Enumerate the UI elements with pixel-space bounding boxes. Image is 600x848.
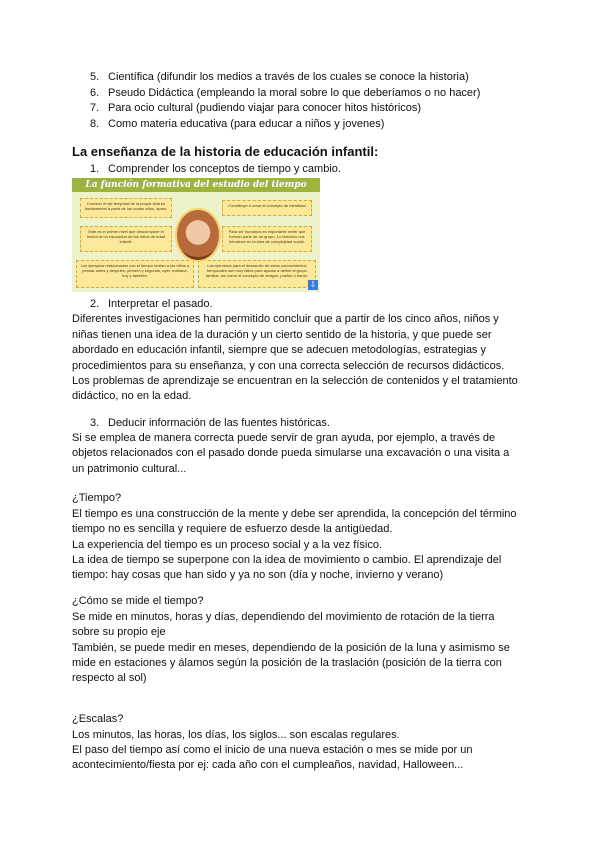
paragraph-line: La idea de tiempo se superpone con la idea de movimiento o cambio. El aprendizaje del [72,554,502,566]
paragraph-line: tiempo no es sencilla y requiere de esfuerzo desde la antigüedad. [72,523,393,535]
paragraph-line: Si se emplea de manera correcta puede servir de gran ayuda, por ejemplo, a través de [72,432,496,444]
paragraph-line: Los problemas de aprendizaje se encuentran en la selección de contenidos y el tratamiento [72,375,518,387]
list-number: 2. [90,298,100,310]
paragraph-line: El paso del tiempo así como el inicio de una nueva estación o mes se mide por un [72,744,473,756]
paragraph-line: Se mide en minutos, horas y días, dependiendo del movimiento de rotación de la tierra [72,611,495,623]
paragraph-line: Los minutos, las horas, los días, los siglos... son escalas regulares. [72,729,400,741]
section-heading: La enseñanza de la historia de educación infantil: [72,144,379,159]
child-photo [175,208,221,262]
list-number: 8. [90,118,100,130]
paragraph-line: didáctico, no en la edad. [72,390,192,402]
infographic-box: Los ejercicios para el desarrollo de estos conocimientos temporales son muy útiles para ayudar a definir el grupo familiar, así como el concepto de amigos, pueblo o barrio. [198,260,316,288]
infographic-box: Este es el primer nivel que descompone el hecho en la educación de los niños de edad infantil. [80,226,172,252]
paragraph-line: El tiempo es una construcción de la mente y debe ser aprendida, la concepción del término [72,508,517,520]
paragraph-line: La experiencia del tiempo es un proceso social y a la vez físico. [72,539,382,551]
list-number: 7. [90,102,100,114]
list-item: Interpretar el pasado. [108,298,213,310]
list-item: Como materia educativa (para educar a niños y jovenes) [108,118,385,130]
list-item: Comprender los conceptos de tiempo y cambio. [108,163,341,175]
paragraph-line: tiempo: hay cosas que han sido y ya no son (día y noche, invierno y verano) [72,569,444,581]
paragraph-line: Diferentes investigaciones han permitido concluir que a partir de los cinco años, niños y [72,313,499,325]
list-number: 5. [90,71,100,83]
list-item: Científica (difundir los medios a través de los cuales se conoce la historia) [108,71,469,83]
list-item: Deducir información de las fuentes históricas. [108,417,330,429]
paragraph-line: procedimientos para su enseñanza, y con una correcta selección de recursos didácticos. [72,360,505,372]
list-item: Para ocio cultural (pudiendo viajar para conocer hitos históricos) [108,102,422,114]
question-heading: ¿Cómo se mide el tiempo? [72,595,204,607]
list-number: 1. [90,163,100,175]
infographic-box: Conocer el eje temporal de la propia vida es fundamental a partir de los cuatro años, aprox. [80,198,172,218]
infographic-box: Para ser humanos es importante sentir que forman parte de un grupo. Lo histórico nos introduce en la idea de complejidad social. [222,226,312,252]
infographic-title: La función formativa del estudio del tiempo [72,178,320,192]
infographic-box: Los ejemplos relacionados con el tiempo invitan a los niños a pensar antes y después, primero y segundo, ayer, mañana, hoy y también. [76,260,194,288]
question-heading: ¿Escalas? [72,713,124,725]
infographic-box: Contribuye a crear el concepto de identidad [222,200,312,216]
infographic-image [72,178,320,292]
list-number: 6. [90,87,100,99]
paragraph-line: También, se puede medir en meses, dependiendo de la posición de la luna y asimismo se [72,642,510,654]
list-item: Pseudo Didáctica (empleando la moral sobre lo que deberíamos o no hacer) [108,87,481,99]
download-icon[interactable]: ⇩ [309,280,317,289]
paragraph-line: acontecimiento/fiesta por ej: cada año con el cumpleaños, navidad, Halloween... [72,759,464,771]
paragraph-line: niñas tienen una idea de la duración y un cierto sentido de la historia, y que puede ser [72,329,492,341]
paragraph-line: objetos relacionados con el pasado donde pueda simularse una excavación o una visita a [72,447,510,459]
paragraph-line: mide en estaciones y álamos según la posición de la traslación (posición de la tierra con [72,657,502,669]
paragraph-line: abordado en educación infantil, siempre que se adecuen metodologías, estrategias y [72,344,486,356]
paragraph-line: respecto al sol) [72,672,147,684]
list-number: 3. [90,417,100,429]
paragraph-line: sobre su propio eje [72,626,166,638]
question-heading: ¿Tiempo? [72,492,122,504]
paragraph-line: un patrimonio cultural... [72,463,187,475]
